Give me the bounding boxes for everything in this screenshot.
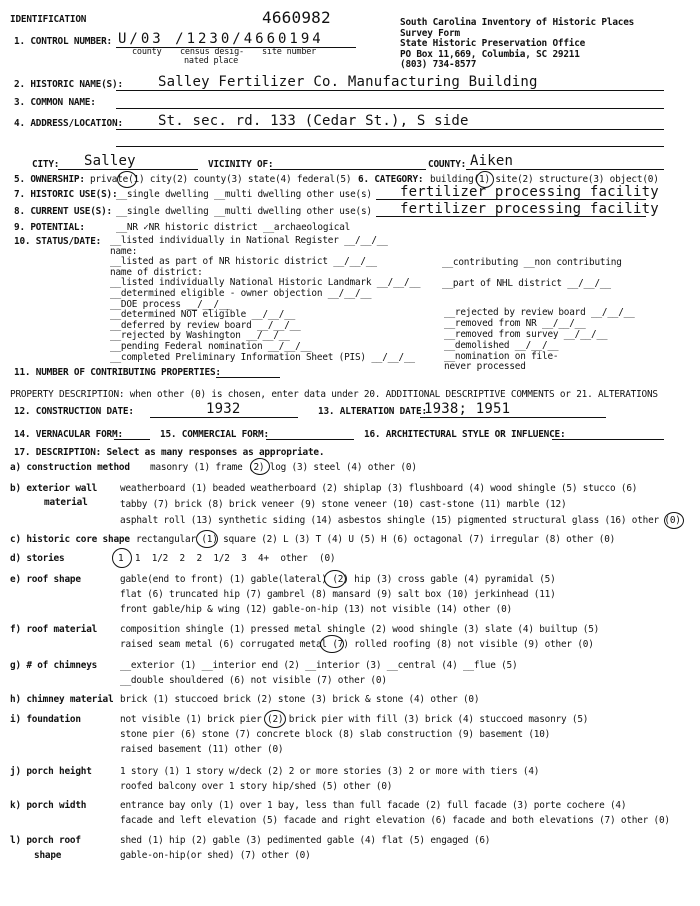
historic-use-value[interactable]: fertilizer processing facility [400,184,659,200]
desc-options[interactable]: gable-on-hip(or shed) (7) other (0) [120,850,311,861]
vicinity-line [270,169,426,170]
desc-label: c) historic core shape [10,534,130,545]
current-use-line [376,216,646,217]
status-item: name of district: [110,266,203,278]
desc-options[interactable]: shed (1) hip (2) gable (3) pedimented gable (4) flat (5) engaged (6) [120,835,491,846]
status-label: 10. STATUS/DATE: [14,236,102,247]
desc-options[interactable]: asphalt roll (13) synthetic siding (14) asbestos shingle (15) pigmented structural glass (16) other (0) [120,515,681,526]
status-item[interactable]: __listed as part of NR historic district __/__/__ [110,256,377,268]
selection-circle [196,530,218,548]
current-use-value[interactable]: fertilizer processing facility [400,201,659,217]
vernacular-form-label: 14. VERNACULAR FORM: [14,429,123,440]
selection-circle [250,458,270,475]
county-line [466,169,664,170]
description-intro: 17. DESCRIPTION: Select as many responses as appropriate. [14,447,325,458]
identification-heading: IDENTIFICATION [10,14,87,25]
construction-date-line [150,417,298,418]
control-number-value[interactable]: U/03 /1230/4660194 [118,31,324,47]
desc-label: h) chimney material [10,694,114,705]
commercial-form-label: 15. COMMERCIAL FORM: [160,429,269,440]
desc-label: f) roof material [10,624,98,635]
status-item[interactable]: __deferred by review board __/__/__ [110,319,301,331]
status-right-item[interactable]: __rejected by review board __/__/__ [444,307,635,318]
county-label: COUNTY: [428,159,467,170]
control-sublabel: site number [262,47,317,57]
desc-label: e) roof shape [10,574,81,585]
selection-circle [324,570,346,588]
ownership-options[interactable]: private(1) city(2) county(3) state(4) federal(5) [90,174,352,185]
contributing-properties-label: 11. NUMBER OF CONTRIBUTING PROPERTIES: [14,367,221,378]
desc-options[interactable]: rectangular (1) square (2) L (3) T (4) U (5) H (6) octagonal (7) irregular (8) other (0) [136,534,616,545]
desc-label: i) foundation [10,714,81,725]
status-right-item[interactable]: __demolished __/__/__ [444,340,559,351]
desc-options[interactable]: entrance bay only (1) over 1 bay, less than full facade (2) full facade (3) porte cochere (4) [120,800,627,811]
status-right-item: never processed [444,361,526,372]
status-item[interactable]: __listed individually National Historic Landmark __/__/__ [110,277,421,289]
city-label: CITY: [32,159,60,170]
style-label: 16. ARCHITECTURAL STYLE OR INFLUENCE: [364,429,566,440]
common-name-label: 3. COMMON NAME: [14,97,96,108]
status-item[interactable]: __pending Federal nomination __/__/__ [110,340,312,352]
status-right-item[interactable]: __part of NHL district __/__/__ [442,278,611,289]
desc-options[interactable]: facade and left elevation (5) facade and right elevation (6) facade and both elevations (7) other (0) [120,815,670,826]
desc-options[interactable]: masonry (1) frame (2) log (3) steel (4) other (0) [150,462,417,473]
vicinity-label: VICINITY OF: [208,159,274,170]
status-item[interactable]: __determined NOT eligible __/__/__ [110,309,296,321]
status-right-item[interactable]: __removed from NR __/__/__ [444,318,586,329]
desc-label-2: material [44,497,88,508]
status-item: name: [110,245,138,257]
city-line [58,169,198,170]
status-item[interactable]: __determined eligible - owner objection __/__/__ [110,287,372,299]
desc-options[interactable]: composition shingle (1) pressed metal shingle (2) wood shingle (3) slate (4) builtup (5) [120,624,600,635]
status-right-item[interactable]: __nomination on file- [444,351,559,362]
selection-circle [664,512,684,529]
alteration-date-label: 13. ALTERATION DATE: [318,406,427,417]
historic-use-line [376,199,646,200]
common-name-line [116,108,664,109]
desc-options[interactable]: 1 story (1) 1 story w/deck (2) 2 or more stories (3) 2 or more with tiers (4) [120,766,540,777]
historic-name-value[interactable]: Salley Fertilizer Co. Manufacturing Building [158,74,538,90]
status-item[interactable]: __listed individually in National Register __/__/__ [110,235,388,246]
category-label: 6. CATEGORY: [358,174,424,185]
desc-label: b) exterior wall [10,483,98,494]
commercial-form-line [266,439,354,440]
desc-label: l) porch roof [10,835,81,846]
desc-options[interactable]: __exterior (1) __interior end (2) __interior (3) __central (4) __flue (5) [120,660,518,671]
control-sublabel: nated place [184,56,239,66]
alteration-date-line [420,417,606,418]
desc-options[interactable]: not visible (1) brick pier (2) brick pier with fill (3) brick (4) stuccoed masonry (5) [120,714,589,725]
address-value[interactable]: St. sec. rd. 133 (Cedar St.), S side [158,113,469,129]
status-right-item[interactable]: __contributing __non contributing [442,257,622,268]
desc-options[interactable]: brick (1) stuccoed brick (2) stone (3) brick & stone (4) other (0) [120,694,480,705]
contributing-properties-line [216,377,280,378]
construction-date-label: 12. CONSTRUCTION DATE: [14,406,134,417]
agency-line: (803) 734-8577 [400,59,477,70]
style-line [552,439,664,440]
status-item[interactable]: __DOE process __/__/__ [110,298,230,310]
current-use-options[interactable]: __single dwelling __multi dwelling other use(s) [116,206,372,217]
handwritten-number: 4660982 [262,8,331,27]
status-item[interactable]: __completed Preliminary Information Sheet (PIS) __/__/__ [110,351,415,363]
county-value[interactable]: Aiken [470,153,514,169]
address-line [116,129,664,130]
selection-circle [264,710,286,728]
desc-options[interactable]: raised seam metal (6) corrugated metal (7) rolled roofing (8) not visible (9) other (0) [120,639,594,650]
agency-line: South Carolina Inventory of Historic Places [400,17,635,28]
desc-label: g) # of chimneys [10,660,98,671]
selection-circle [320,635,344,653]
desc-label: d) stories [10,553,65,564]
historic-use-label: 7. HISTORIC USE(S): [14,189,118,200]
city-value[interactable]: Salley [84,153,136,169]
agency-line: Survey Form [400,27,460,39]
potential-label: 9. POTENTIAL: [14,222,85,233]
control-sublabel: census desig- [180,47,244,57]
desc-options[interactable]: roofed balcony over 1 story hip/shed (5) other (0) [120,781,393,792]
ownership-selection-circle [117,171,137,188]
agency-block [400,18,634,71]
current-use-label: 8. CURRENT USE(S): [14,206,112,217]
address-label: 4. ADDRESS/LOCATION: [14,118,123,129]
desc-options[interactable]: flat (6) truncated hip (7) gambrel (8) mansard (9) salt box (10) jerkinhead (11) [120,589,556,600]
construction-date-value[interactable]: 1932 [206,401,241,417]
desc-options[interactable]: raised basement (11) other (0) [120,744,284,755]
address-line-2 [116,146,664,147]
category-options[interactable]: building(1) site(2) structure(3) object(0) [430,174,659,185]
vernacular-form-line [114,439,150,440]
desc-label: j) porch height [10,766,92,777]
agency-line: PO Box 11,669, Columbia, SC 29211 [400,48,580,60]
property-description-note: PROPERTY DESCRIPTION: when other (0) is chosen, enter data under 20. ADDITIONAL DESCRIPTIVE COMMENTS or 21. ALTERATIONS [10,389,658,400]
desc-options[interactable]: stone pier (6) stone (7) concrete block (8) slab construction (9) basement (10) [120,729,551,740]
desc-options[interactable]: front gable/hip & wing (12) gable-on-hip (13) not visible (14) other (0) [120,604,512,615]
potential-options[interactable]: __NR ✓NR historic district __archaeological [116,222,351,233]
historic-use-options[interactable]: __single dwelling __multi dwelling other use(s) [116,189,372,200]
agency-line: State Historic Preservation Office [400,38,586,49]
desc-label: a) construction method [10,462,130,473]
control-sublabel: county [132,47,162,57]
historic-name-line [116,90,664,91]
ownership-label: 5. OWNERSHIP: [14,174,85,185]
desc-options[interactable]: tabby (7) brick (8) brick veneer (9) stone veneer (10) cast-stone (11) marble (12) [120,499,567,510]
desc-label: k) porch width [10,800,87,811]
desc-label-2: shape [34,850,62,861]
status-right-item[interactable]: __removed from survey __/__/__ [444,329,608,340]
desc-options[interactable]: gable(end to front) (1) gable(lateral) (2) hip (3) cross gable (4) pyramidal (5) [120,574,556,585]
historic-name-label: 2. HISTORIC NAME(S): [14,79,123,90]
desc-options[interactable]: __double shouldered (6) not visible (7) other (0) [120,675,387,686]
selection-circle [112,548,132,568]
desc-options[interactable]: weatherboard (1) beaded weatherboard (2) shiplap (3) flushboard (4) wood shingle (5) stucco (6) [120,483,638,494]
status-left-list [110,236,420,363]
control-number-label: 1. CONTROL NUMBER: [14,36,112,47]
desc-options[interactable]: 1 1 1/2 2 2 1/2 3 4+ other (0) [118,553,336,564]
status-item[interactable]: __rejected by Washington __/__/__ [110,330,290,342]
alteration-date-value[interactable]: 1938; 1951 [424,401,511,417]
